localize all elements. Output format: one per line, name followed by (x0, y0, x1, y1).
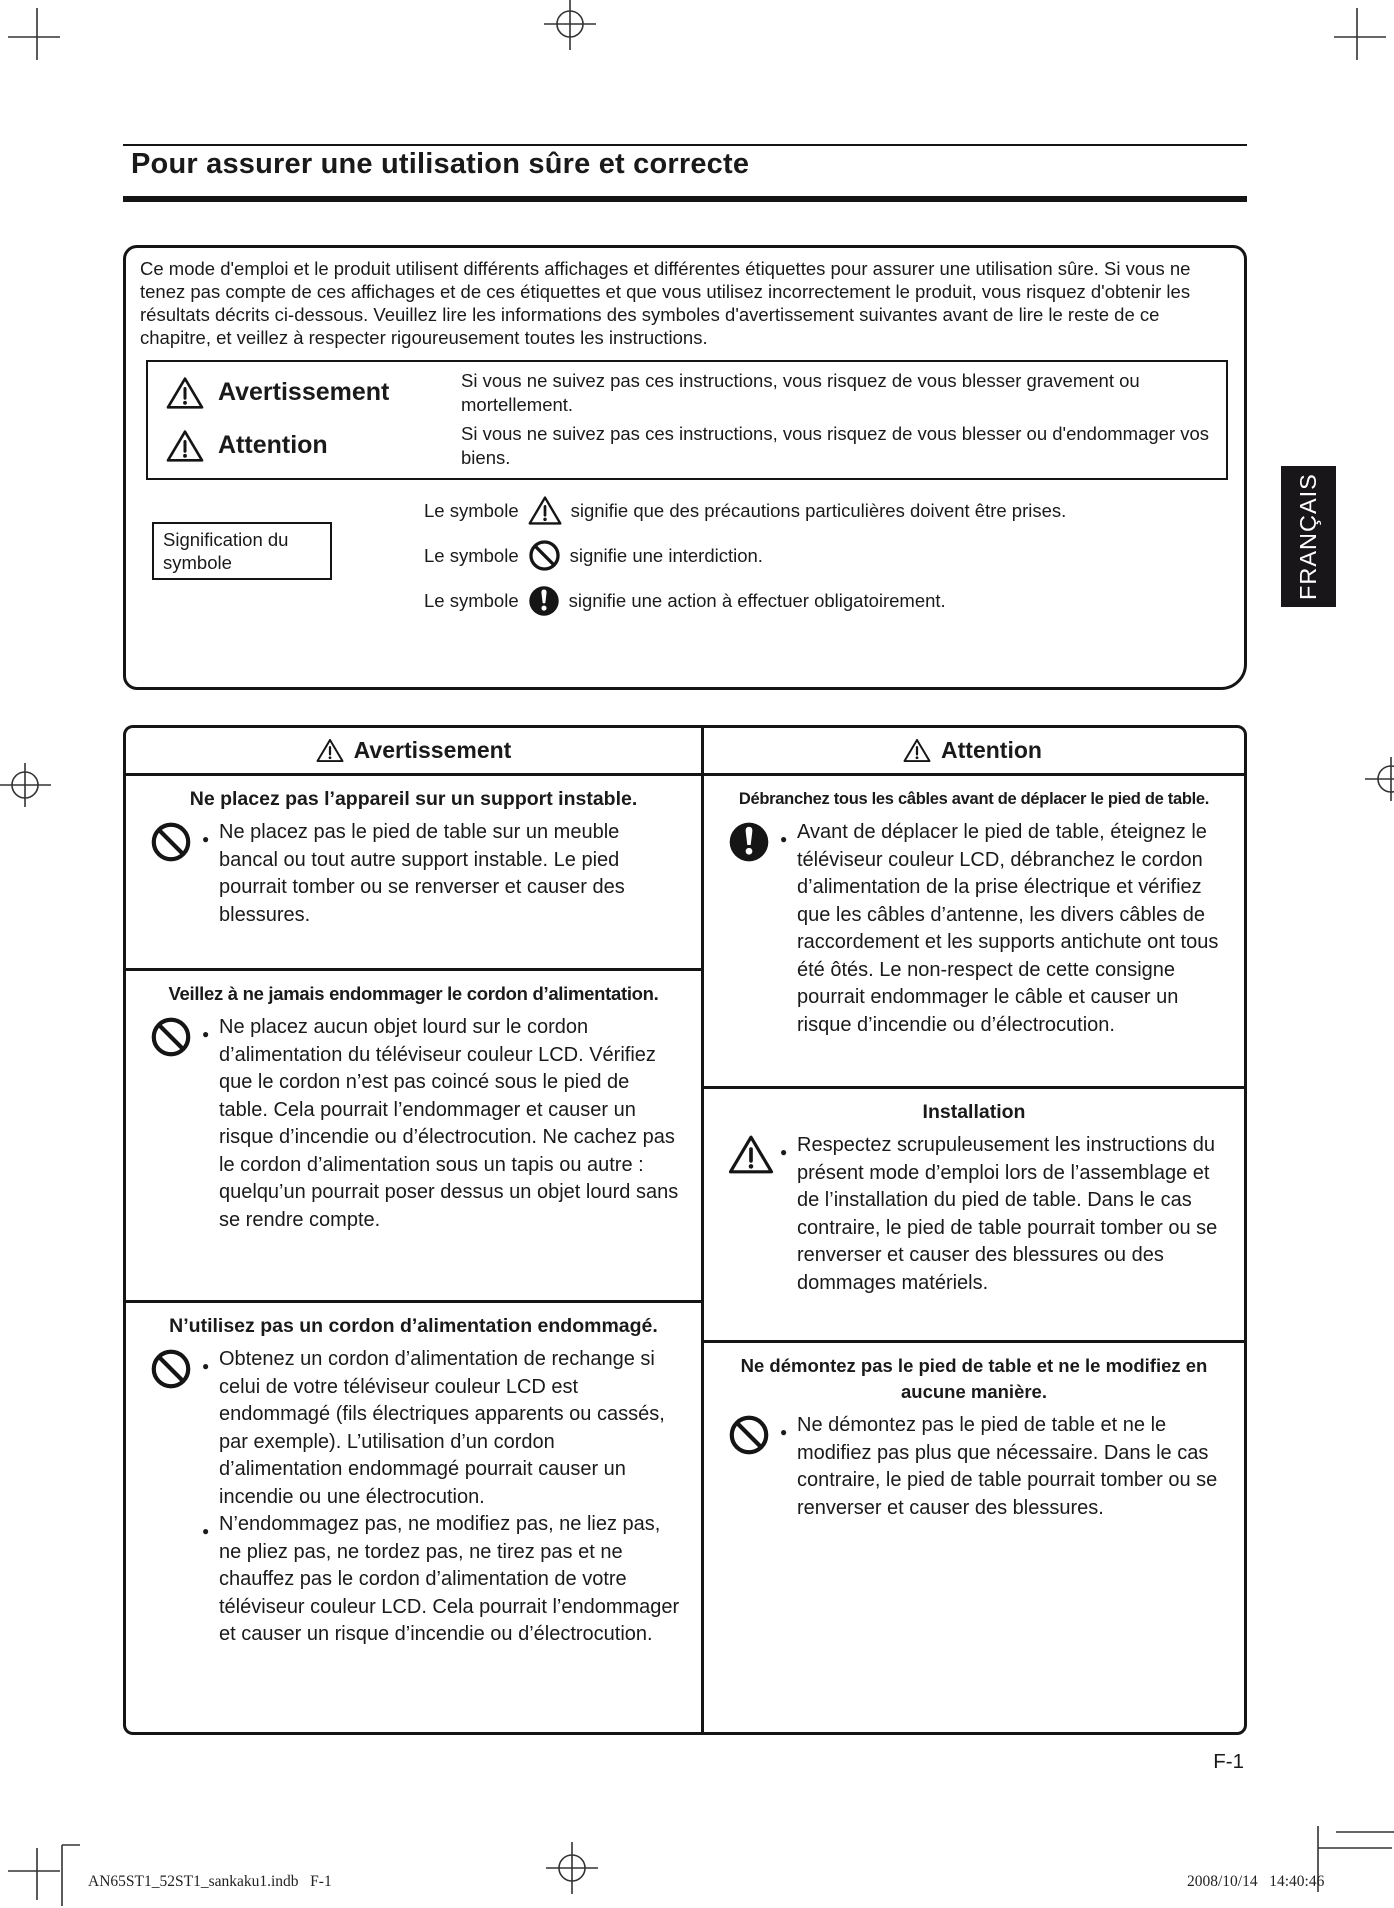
table-header-row (126, 728, 1244, 776)
warning-level-description: Si vous ne suivez pas ces instructions, vous risquez de vous blesser gravement ou mortellement. (461, 370, 1140, 415)
crop-mark-top-left (8, 8, 60, 60)
symbol-meaning-row (424, 533, 1066, 578)
crop-mark-bottom-left (8, 1845, 80, 1906)
header-label: Attention (941, 737, 1042, 763)
bullet-text: ● Ne placez pas le pied de table sur un meuble bancal ou tout autre support instable. Le pied pourrait tomber ou se renverser et causer des blessures. (219, 819, 680, 929)
warning-triangle-icon (728, 1134, 774, 1175)
header-attention (701, 728, 1244, 773)
warning-triangle-icon (528, 495, 562, 526)
column-attention (704, 776, 1244, 1732)
symbol-meaning: signifie que des précautions particulières doivent être prises. (570, 499, 1067, 521)
symbol-prefix: Le symbole (424, 589, 519, 611)
section-unplug-cables (704, 776, 1244, 1086)
symbol-prefix: Le symbole (424, 544, 519, 566)
bullet-text: ● Avant de déplacer le pied de table, éteignez le téléviseur couleur LCD, débranchez le cordon d’alimentation de la prise électrique et vérifiez que les câbles d’antenne, les divers câbles de raccordement et les supports antichute ont tous été ôtés. Le non-respect de cette consigne pourrait endommager le câble et causer un risque d’incendie ou d’électrocution. (797, 819, 1223, 1039)
title-rule-bottom (123, 196, 1247, 202)
prohibition-icon (150, 821, 192, 863)
registration-mark-left (0, 763, 51, 807)
symbol-prefix: Le symbole (424, 499, 519, 521)
section-unstable-support (126, 776, 701, 968)
section-no-disassembly (704, 1340, 1244, 1732)
symbol-meanings (126, 488, 1244, 638)
registration-mark-bottom (546, 1842, 598, 1894)
section-heading: Ne démontez pas le pied de table et ne le modifiez en aucune manière. (740, 1355, 1208, 1402)
mandatory-action-icon (728, 821, 770, 863)
section-power-cord-damage (126, 968, 701, 1300)
bullet-text: ● N’endommagez pas, ne modifiez pas, ne liez pas, ne pliez pas, ne tordez pas, ne tirez pas et ne chauffez pas le cordon d’alimentation de votre téléviseur couleur LCD. Cela pourrait l’endommager et causer un risque d’incendie ou d’électrocution. (219, 1511, 680, 1649)
section-heading: Débranchez tous les câbles avant de déplacer le pied de table. (738, 790, 1210, 808)
bullet-text: ● Obtenez un cordon d’alimentation de rechange si celui de votre téléviseur couleur LCD est endommagé (fils électriques apparents ou cassés, par exemple). L’utilisation d’un cordon d’alimentation endommagé pourrait causer un incendie ou une électrocution. (219, 1346, 680, 1511)
symbol-meaning: signifie une interdiction. (569, 544, 763, 566)
section-damaged-cord (126, 1300, 701, 1732)
header-label: Avertissement (353, 737, 512, 763)
warning-triangle-icon (166, 376, 204, 410)
title-rule-top (123, 144, 1247, 146)
registration-mark-top (544, 0, 596, 50)
warning-triangle-icon (316, 738, 344, 763)
language-tab: FRANÇAIS (1281, 466, 1336, 607)
page-number: F-1 (1213, 1750, 1244, 1773)
symbol-meaning-box-label: Signification du symbole (152, 522, 332, 580)
section-heading: Installation (922, 1101, 1026, 1123)
crop-mark-bottom-right (1318, 1826, 1394, 1892)
warning-level-row (148, 362, 1226, 419)
page-title: Pour assurer une utilisation sûre et correcte (131, 148, 750, 180)
warning-triangle-icon (166, 429, 204, 463)
symbol-meaning: signifie une action à effectuer obligatoirement. (568, 589, 946, 611)
safety-table (123, 725, 1247, 1735)
intro-paragraph: Ce mode d'emploi et le produit utilisent différents affichages et différentes étiquettes pour assurer une utilisation sûre. Si vous ne tenez pas compte de ces affichages et de ces étiquettes et que vous utilisez incorrectement le produit, vous risquez d'obtenir les résultats décrits ci-dessous. Veuillez lire les informations des symboles d'avertissement suivantes avant de lire le reste de ce chapitre, et veillez à respecter rigoureusement toutes les instructions. (140, 258, 1191, 348)
warning-triangle-icon (903, 738, 931, 763)
bullet-text: ● Respectez scrupuleusement les instructions du présent mode d’emploi lors de l’assemblage et de l’installation du pied de table. Dans le cas contraire, le pied de table pourrait tomber ou se renverser et causer des blessures ou des dommages matériels. (797, 1132, 1223, 1297)
warning-level-row (148, 419, 1226, 478)
intro-box (123, 245, 1247, 690)
prohibition-icon (528, 539, 561, 572)
section-installation (704, 1086, 1244, 1340)
footer-filename: AN65ST1_52ST1_sankaku1.indb F-1 (88, 1873, 332, 1890)
symbol-meaning-row (424, 488, 1066, 533)
registration-mark-right (1365, 757, 1394, 801)
bullet-text: ● Ne placez aucun objet lourd sur le cordon d’alimentation du téléviseur couleur LCD. Vérifiez que le cordon n’est pas coincé sous le pied de table. Cela pourrait l’endommager et causer un risque d’incendie ou d’électrocution. Ne cachez pas le cordon d’alimentation sous un tapis ou autre : quelqu’un pourrait poser dessus un objet lourd sans se rendre compte. (219, 1014, 680, 1234)
crop-mark-top-right (1334, 8, 1386, 60)
warning-level-description: Si vous ne suivez pas ces instructions, vous risquez de vous blesser ou d'endommager vos biens. (461, 423, 1210, 468)
section-heading: Ne placez pas l’appareil sur un support instable. (189, 788, 638, 810)
warning-level-label: Attention (218, 431, 328, 459)
prohibition-icon (728, 1414, 770, 1456)
warning-level-label: Avertissement (218, 378, 390, 406)
footer-timestamp: 2008/10/14 14:40:46 (1187, 1873, 1325, 1890)
prohibition-icon (150, 1348, 192, 1390)
prohibition-icon (150, 1016, 192, 1058)
bullet-text: ● Ne démontez pas le pied de table et ne le modifiez pas plus que nécessaire. Dans le cas contraire, le pied de table pourrait tomber ou se renverser et causer des blessures. (797, 1412, 1223, 1522)
section-heading: N’utilisez pas un cordon d’alimentation endommagé. (169, 1315, 658, 1337)
mandatory-action-icon (528, 585, 560, 617)
symbol-meaning-row (424, 578, 1066, 623)
warning-levels-box (146, 360, 1228, 480)
header-avertissement (126, 728, 701, 773)
column-avertissement (126, 776, 701, 1732)
section-heading: Veillez à ne jamais endommager le cordon d’alimentation. (168, 983, 659, 1004)
